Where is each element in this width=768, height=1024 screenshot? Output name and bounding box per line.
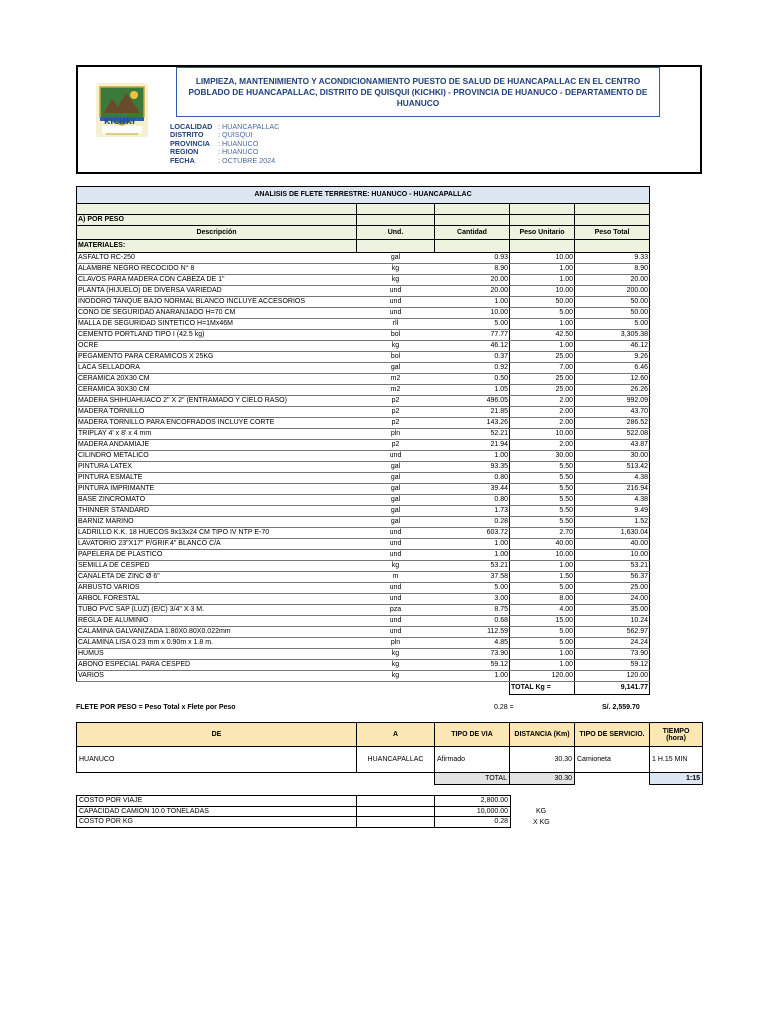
material-total-weight: 50.00 xyxy=(575,297,650,308)
col-header-peso-unitario: Peso Unitario xyxy=(510,226,575,240)
material-unit: und xyxy=(357,583,435,594)
material-unit: gal xyxy=(357,363,435,374)
material-unit-weight: 5.50 xyxy=(510,506,575,517)
material-unit-weight: 2.70 xyxy=(510,528,575,539)
material-row xyxy=(77,352,650,363)
material-unit: kg xyxy=(357,671,435,682)
municipality-logo xyxy=(96,83,148,137)
material-row xyxy=(77,418,650,429)
material-total-weight: 5.00 xyxy=(575,319,650,330)
material-total-weight: 1.52 xyxy=(575,517,650,528)
material-quantity: 37.58 xyxy=(435,572,510,583)
material-unit: gal xyxy=(357,506,435,517)
material-unit: und xyxy=(357,297,435,308)
material-quantity: 1.00 xyxy=(435,671,510,682)
material-description: PLANTA (HIJUELO) DE DIVERSA VARIEDAD xyxy=(77,286,357,297)
route-col-distancia: DISTANCIA (Km) xyxy=(510,723,575,747)
material-quantity: 52.21 xyxy=(435,429,510,440)
route-header-row xyxy=(77,723,703,747)
material-row xyxy=(77,385,650,396)
route-total-distance: 30.30 xyxy=(510,773,575,785)
material-total-weight: 8.90 xyxy=(575,264,650,275)
section-label: A) POR PESO xyxy=(77,215,357,226)
route-origin: HUANUCO xyxy=(77,747,357,773)
material-description: THINNER STANDARD xyxy=(77,506,357,517)
flete-amount: S/. 2,559.70 xyxy=(602,704,640,711)
material-unit-weight: 1.00 xyxy=(510,275,575,286)
info-row-distrito: DISTRITO : QUISQUI xyxy=(170,130,253,140)
material-unit-weight: 1.50 xyxy=(510,572,575,583)
material-unit: gal xyxy=(357,495,435,506)
material-unit-weight: 10.00 xyxy=(510,550,575,561)
cost-label: COSTO POR VIAJE xyxy=(77,796,357,807)
logo-text: KICHKI xyxy=(104,117,135,126)
material-total-weight: 46.12 xyxy=(575,341,650,352)
material-unit-weight: 25.00 xyxy=(510,374,575,385)
material-row xyxy=(77,264,650,275)
flete-formula: FLETE POR PESO = Peso Total x Flete por Peso xyxy=(76,704,236,711)
material-description: CEMENTO PORTLAND TIPO I (42.5 kg) xyxy=(77,330,357,341)
material-description: INODORO TANQUE BAJO NORMAL BLANCO INCLUYE ACCESORIOS xyxy=(77,297,357,308)
project-info xyxy=(170,123,279,165)
material-quantity: 73.90 xyxy=(435,649,510,660)
material-unit: und xyxy=(357,594,435,605)
material-description: CONO DE SEGURIDAD ANARANJADO H=70 CM xyxy=(77,308,357,319)
material-description: BARNIZ MARINO xyxy=(77,517,357,528)
material-unit-weight: 50.00 xyxy=(510,297,575,308)
route-col-a: A xyxy=(357,723,435,747)
material-unit-weight: 1.00 xyxy=(510,264,575,275)
material-quantity: 0.80 xyxy=(435,473,510,484)
material-row xyxy=(77,396,650,407)
material-unit-weight: 5.00 xyxy=(510,627,575,638)
material-quantity: 8.75 xyxy=(435,605,510,616)
material-row xyxy=(77,451,650,462)
material-unit-weight: 5.50 xyxy=(510,462,575,473)
total-weight-row xyxy=(77,682,650,695)
material-unit: gal xyxy=(357,473,435,484)
route-data-row xyxy=(77,747,703,773)
route-time: 1 H.15 MIN xyxy=(650,747,703,773)
material-row xyxy=(77,649,650,660)
material-unit-weight: 2.00 xyxy=(510,407,575,418)
material-quantity: 1.00 xyxy=(435,550,510,561)
material-unit-weight: 5.00 xyxy=(510,583,575,594)
material-description: MADERA TORNILLO PARA ENCOFRADOS INCLUYE CORTE xyxy=(77,418,357,429)
material-total-weight: 522.08 xyxy=(575,429,650,440)
material-unit-weight: 1.00 xyxy=(510,660,575,671)
material-total-weight: 216.94 xyxy=(575,484,650,495)
route-total-label: TOTAL xyxy=(435,773,510,785)
material-total-weight: 120.00 xyxy=(575,671,650,682)
material-quantity: 0.80 xyxy=(435,495,510,506)
freight-analysis-table xyxy=(76,186,650,695)
material-unit: rll xyxy=(357,319,435,330)
material-description: LAVATORIO 23"X17" P/GRIF.4" BLANCO C/A xyxy=(77,539,357,550)
material-unit-weight: 120.00 xyxy=(510,671,575,682)
material-unit-weight: 5.00 xyxy=(510,638,575,649)
material-description: SEMILLA DE CESPED xyxy=(77,561,357,572)
material-unit: und xyxy=(357,451,435,462)
material-row xyxy=(77,286,650,297)
route-table xyxy=(76,722,703,785)
material-description: CILINDRO METALICO xyxy=(77,451,357,462)
material-quantity: 46.12 xyxy=(435,341,510,352)
materials-label-row xyxy=(77,240,650,253)
material-row xyxy=(77,495,650,506)
materials-label: MATERIALES: xyxy=(77,240,357,253)
material-quantity: 3.00 xyxy=(435,594,510,605)
material-total-weight: 25.00 xyxy=(575,583,650,594)
material-description: ARBUSTO VARIOS xyxy=(77,583,357,594)
material-total-weight: 10.24 xyxy=(575,616,650,627)
material-quantity: 1.73 xyxy=(435,506,510,517)
material-total-weight: 35.00 xyxy=(575,605,650,616)
material-total-weight: 43.70 xyxy=(575,407,650,418)
info-row-localidad: LOCALIDAD : HUANCAPALLAC xyxy=(170,122,280,131)
material-row xyxy=(77,671,650,682)
route-col-tipo-via: TIPO DE VIA xyxy=(435,723,510,747)
material-unit: und xyxy=(357,308,435,319)
material-unit-weight: 1.00 xyxy=(510,649,575,660)
material-quantity: 0.50 xyxy=(435,374,510,385)
material-description: PINTURA ESMALTE xyxy=(77,473,357,484)
material-description: REGLA DE ALUMINIO xyxy=(77,616,357,627)
cost-row xyxy=(77,796,511,807)
analysis-title-row xyxy=(77,187,650,204)
material-row xyxy=(77,319,650,330)
material-quantity: 10.00 xyxy=(435,308,510,319)
material-quantity: 112.59 xyxy=(435,627,510,638)
material-total-weight: 9.49 xyxy=(575,506,650,517)
col-header-und: Und. xyxy=(357,226,435,240)
material-description: PAPELERA DE PLASTICO xyxy=(77,550,357,561)
cost-label: CAPACIDAD CAMION 10.0 TONELADAS xyxy=(77,806,357,817)
material-total-weight: 4.38 xyxy=(575,495,650,506)
material-row xyxy=(77,473,650,484)
material-description: CALAMINA GALVANIZADA 1.80X0.80X0.022mm xyxy=(77,627,357,638)
material-row xyxy=(77,605,650,616)
material-total-weight: 53.21 xyxy=(575,561,650,572)
material-row xyxy=(77,594,650,605)
material-row xyxy=(77,572,650,583)
material-quantity: 93.35 xyxy=(435,462,510,473)
material-row xyxy=(77,627,650,638)
material-total-weight: 40.00 xyxy=(575,539,650,550)
material-row xyxy=(77,484,650,495)
material-description: ASFALTO RC-250 xyxy=(77,253,357,264)
cost-row xyxy=(77,806,511,817)
material-unit-weight: 2.00 xyxy=(510,418,575,429)
material-total-weight: 56.37 xyxy=(575,572,650,583)
material-description: MADERA TORNILLO xyxy=(77,407,357,418)
material-quantity: 59.12 xyxy=(435,660,510,671)
material-unit-weight: 2.00 xyxy=(510,440,575,451)
material-unit: m2 xyxy=(357,385,435,396)
material-description: CLAVOS PARA MADERA CON CABEZA DE 1" xyxy=(77,275,357,286)
material-unit: p2 xyxy=(357,418,435,429)
material-unit-weight: 10.00 xyxy=(510,429,575,440)
material-total-weight: 200.00 xyxy=(575,286,650,297)
material-total-weight: 20.00 xyxy=(575,275,650,286)
material-unit: p2 xyxy=(357,396,435,407)
cost-unit-xkg: X KG xyxy=(533,819,550,826)
material-unit: und xyxy=(357,528,435,539)
material-unit: kg xyxy=(357,561,435,572)
material-total-weight: 10.00 xyxy=(575,550,650,561)
cost-row xyxy=(77,817,511,828)
material-unit-weight: 4.00 xyxy=(510,605,575,616)
material-quantity: 496.05 xyxy=(435,396,510,407)
route-col-de: DE xyxy=(77,723,357,747)
material-quantity: 1.05 xyxy=(435,385,510,396)
material-quantity: 39.44 xyxy=(435,484,510,495)
material-unit: gal xyxy=(357,484,435,495)
material-row xyxy=(77,275,650,286)
material-total-weight: 43.87 xyxy=(575,440,650,451)
material-quantity: 143.26 xyxy=(435,418,510,429)
material-row xyxy=(77,550,650,561)
spacer-row xyxy=(77,204,650,215)
material-unit-weight: 2.00 xyxy=(510,396,575,407)
material-quantity: 0.68 xyxy=(435,616,510,627)
material-row xyxy=(77,341,650,352)
material-unit-weight: 1.00 xyxy=(510,561,575,572)
cost-table xyxy=(76,795,511,828)
material-row xyxy=(77,517,650,528)
material-description: CERAMICA 20X30 CM xyxy=(77,374,357,385)
flete-rate: 0.28 = xyxy=(494,704,514,711)
material-row xyxy=(77,440,650,451)
material-row xyxy=(77,506,650,517)
material-description: ARBOL FORESTAL xyxy=(77,594,357,605)
col-header-descripcion: Descripción xyxy=(77,226,357,240)
material-row xyxy=(77,539,650,550)
material-unit-weight: 1.00 xyxy=(510,341,575,352)
route-col-servicio: TIPO DE SERVICIO. xyxy=(575,723,650,747)
material-description: BASE ZINCROMATO xyxy=(77,495,357,506)
cost-value: 0.28 xyxy=(435,817,511,828)
material-row xyxy=(77,429,650,440)
material-total-weight: 73.90 xyxy=(575,649,650,660)
cost-value: 2,800.00 xyxy=(435,796,511,807)
material-row xyxy=(77,407,650,418)
material-row xyxy=(77,462,650,473)
material-quantity: 53.21 xyxy=(435,561,510,572)
project-title: LIMPIEZA, MANTENIMIENTO Y ACONDICIONAMIENTO PUESTO DE SALUD DE HUANCAPALLAC EN EL CENTRO POBLADO DE HUANCAPALLAC, DISTRITO DE QUISQUI (KICHKI) - PROVINCIA DE HUANUCO - DEPARTAMENTO DE HUANUCO xyxy=(176,67,660,117)
material-description: MADERA SHIHUAHUACO 2" X 2" (ENTRAMADO Y CIELO RASO) xyxy=(77,396,357,407)
material-unit-weight: 42.50 xyxy=(510,330,575,341)
material-row xyxy=(77,308,650,319)
material-row xyxy=(77,561,650,572)
info-row-region: REGION : HUANUCO xyxy=(170,147,259,157)
material-quantity: 20.00 xyxy=(435,275,510,286)
material-total-weight: 24.00 xyxy=(575,594,650,605)
material-total-weight: 4.38 xyxy=(575,473,650,484)
material-row xyxy=(77,363,650,374)
material-total-weight: 1,630.04 xyxy=(575,528,650,539)
material-description: TUBO PVC SAP (LUZ) (E/C) 3/4" X 3 M. xyxy=(77,605,357,616)
material-unit: und xyxy=(357,616,435,627)
material-quantity: 1.00 xyxy=(435,539,510,550)
route-destination: HUANCAPALLAC xyxy=(357,747,435,773)
material-total-weight: 562.97 xyxy=(575,627,650,638)
material-total-weight: 9.26 xyxy=(575,352,650,363)
material-description: CALAMINA LISA 0.23 mm x 0.90m x 1.8 m. xyxy=(77,638,357,649)
material-unit-weight: 1.00 xyxy=(510,319,575,330)
material-description: MALLA DE SEGURIDAD SINTETICO H=1Mx46M xyxy=(77,319,357,330)
material-unit: p2 xyxy=(357,407,435,418)
material-description: LACA SELLADORA xyxy=(77,363,357,374)
material-unit-weight: 5.50 xyxy=(510,473,575,484)
material-unit-weight: 10.00 xyxy=(510,286,575,297)
material-quantity: 0.93 xyxy=(435,253,510,264)
material-total-weight: 992.09 xyxy=(575,396,650,407)
material-total-weight: 26.26 xyxy=(575,385,650,396)
material-unit-weight: 8.00 xyxy=(510,594,575,605)
material-quantity: 0.92 xyxy=(435,363,510,374)
material-quantity: 21.94 xyxy=(435,440,510,451)
material-quantity: 0.28 xyxy=(435,517,510,528)
material-unit-weight: 7.00 xyxy=(510,363,575,374)
material-unit: gal xyxy=(357,462,435,473)
material-row xyxy=(77,253,650,264)
material-unit: kg xyxy=(357,660,435,671)
material-unit-weight: 30.00 xyxy=(510,451,575,462)
material-total-weight: 286.52 xyxy=(575,418,650,429)
material-total-weight: 50.00 xyxy=(575,308,650,319)
material-total-weight: 24.24 xyxy=(575,638,650,649)
material-description: ALAMBRE NEGRO RECOCIDO N° 8 xyxy=(77,264,357,275)
material-description: PEGAMENTO PARA CERAMICOS X 25KG xyxy=(77,352,357,363)
material-description: MADERA ANDAMIAJE xyxy=(77,440,357,451)
material-row xyxy=(77,528,650,539)
material-unit: kg xyxy=(357,264,435,275)
material-unit: und xyxy=(357,286,435,297)
material-unit: p2 xyxy=(357,440,435,451)
route-road-type: Afirmado xyxy=(435,747,510,773)
material-row xyxy=(77,638,650,649)
material-unit-weight: 5.00 xyxy=(510,308,575,319)
material-unit: m2 xyxy=(357,374,435,385)
material-total-weight: 6.46 xyxy=(575,363,650,374)
material-unit-weight: 5.50 xyxy=(510,517,575,528)
col-header-cantidad: Cantidad xyxy=(435,226,510,240)
info-row-fecha: FECHA : OCTUBRE 2024 xyxy=(170,155,276,165)
material-description: OCRE xyxy=(77,341,357,352)
route-distance: 30.30 xyxy=(510,747,575,773)
material-unit: bol xyxy=(357,330,435,341)
material-unit: und xyxy=(357,627,435,638)
material-quantity: 4.85 xyxy=(435,638,510,649)
material-unit-weight: 40.00 xyxy=(510,539,575,550)
material-unit: gal xyxy=(357,253,435,264)
total-weight-value: 9,141.77 xyxy=(575,682,650,695)
material-quantity: 5.00 xyxy=(435,583,510,594)
route-total-time: 1:15 xyxy=(650,773,703,785)
material-unit: gal xyxy=(357,517,435,528)
header-box xyxy=(76,65,702,174)
material-row xyxy=(77,374,650,385)
material-total-weight: 30.00 xyxy=(575,451,650,462)
info-row-provincia: PROVINCIA : HUANUCO xyxy=(170,138,259,148)
route-service-type: Camioneta xyxy=(575,747,650,773)
cost-label: COSTO POR KG xyxy=(77,817,357,828)
material-row xyxy=(77,660,650,671)
material-row xyxy=(77,583,650,594)
material-row xyxy=(77,616,650,627)
material-unit-weight: 25.00 xyxy=(510,352,575,363)
material-quantity: 0.37 xyxy=(435,352,510,363)
route-col-tiempo: TIEMPO (hora) xyxy=(650,723,703,747)
material-description: ABONO ESPECIAL PARA CESPED xyxy=(77,660,357,671)
material-unit: pza xyxy=(357,605,435,616)
route-total-row xyxy=(77,773,703,785)
material-quantity: 20.00 xyxy=(435,286,510,297)
material-unit: kg xyxy=(357,649,435,660)
material-unit-weight: 5.50 xyxy=(510,495,575,506)
material-total-weight: 59.12 xyxy=(575,660,650,671)
material-unit: bol xyxy=(357,352,435,363)
material-quantity: 603.72 xyxy=(435,528,510,539)
material-total-weight: 513.42 xyxy=(575,462,650,473)
section-row xyxy=(77,215,650,226)
material-unit: m xyxy=(357,572,435,583)
material-unit-weight: 10.00 xyxy=(510,253,575,264)
material-unit: pln xyxy=(357,638,435,649)
analysis-title: ANALISIS DE FLETE TERRESTRE: HUANUCO - HUANCAPALLAC xyxy=(77,187,650,204)
column-header-row xyxy=(77,226,650,240)
material-unit: kg xyxy=(357,275,435,286)
material-description: CERAMICA 30X30 CM xyxy=(77,385,357,396)
material-quantity: 1.00 xyxy=(435,297,510,308)
material-description: TRIPLAY 4' x 8' x 4 mm xyxy=(77,429,357,440)
cost-unit-kg: KG xyxy=(536,808,547,815)
material-quantity: 1.00 xyxy=(435,451,510,462)
material-unit: kg xyxy=(357,341,435,352)
material-quantity: 8.90 xyxy=(435,264,510,275)
material-unit: pln xyxy=(357,429,435,440)
material-unit-weight: 25.00 xyxy=(510,385,575,396)
material-unit-weight: 15.00 xyxy=(510,616,575,627)
material-quantity: 77.77 xyxy=(435,330,510,341)
material-total-weight: 3,305.38 xyxy=(575,330,650,341)
material-total-weight: 12.60 xyxy=(575,374,650,385)
material-unit: und xyxy=(357,550,435,561)
material-quantity: 5.00 xyxy=(435,319,510,330)
material-row xyxy=(77,297,650,308)
material-description: VARIOS xyxy=(77,671,357,682)
material-unit-weight: 5.50 xyxy=(510,484,575,495)
material-row xyxy=(77,330,650,341)
material-description: PINTURA IMPRIMANTE xyxy=(77,484,357,495)
material-description: PINTURA LATEX xyxy=(77,462,357,473)
material-total-weight: 9.33 xyxy=(575,253,650,264)
material-description: HUMUS xyxy=(77,649,357,660)
material-quantity: 21.85 xyxy=(435,407,510,418)
col-header-peso-total: Peso Total xyxy=(575,226,650,240)
material-description: CANALETA DE ZINC Ø 6" xyxy=(77,572,357,583)
total-weight-label: TOTAL Kg = xyxy=(510,682,575,695)
material-unit: und xyxy=(357,539,435,550)
cost-value: 10,000.00 xyxy=(435,806,511,817)
material-description: LADRILLO K.K. 18 HUECOS 9x13x24 CM TIPO IV NTP E-70 xyxy=(77,528,357,539)
